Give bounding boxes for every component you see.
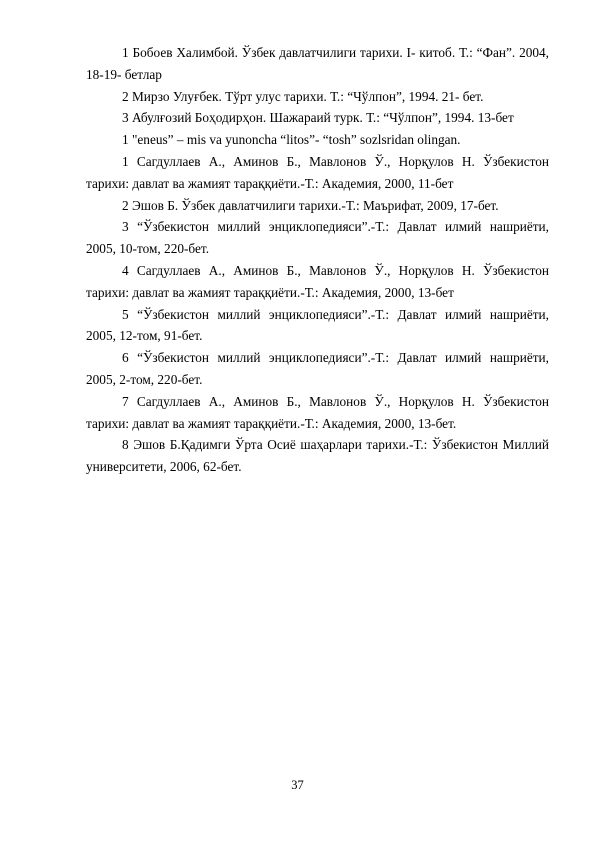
footnote-item: 4 Сагдуллаев А., Аминов Б., Мавлонов Ў., Норқулов Н. Ўзбекистон тарихи: давлат ва жамият тараққиёти.-Т.: Академия, 2000, 13-бет	[86, 262, 549, 300]
footnote-item: 2 Эшов Б. Ўзбек давлатчилиги тарихи.-Т.: Маърифат, 2009, 17-бет.	[122, 197, 499, 213]
page-number: 37	[291, 778, 304, 792]
footnote-list	[86, 42, 549, 478]
footnote-item: 1 Сагдуллаев А., Аминов Б., Мавлонов Ў., Норқулов Н. Ўзбекистон тарихи: давлат ва жамият тараққиёти.-Т.: Академия, 2000, 11-бет	[86, 153, 549, 191]
footnote-item: 6 “Ўзбекистон миллий энциклопедияси”.-Т.: Давлат илмий нашриёти, 2005, 2-том, 220-бет.	[86, 350, 549, 387]
footnote-item: 7 Сагдуллаев А., Аминов Б., Мавлонов Ў., Норқулов Н. Ўзбекистон тарихи: давлат ва жамият тараққиёти.-Т.: Академия, 2000, 13-бет.	[86, 393, 549, 431]
footnote-item: 1 Бобоев Халимбой. Ўзбек давлатчилиги тарихи. I- китоб. Т.: “Фан”. 2004, 18-19- бетлар	[86, 45, 549, 82]
footnote-item: 8 Эшов Б.Қадимги Ўрта Осиё шаҳарлари тарихи.-Т.: Ўзбекистон Миллий университети, 2006, 62-бет.	[86, 437, 549, 475]
footnote-item: 2 Мирзо Улуғбек. Тўрт улус тарихи. Т.: “Чўлпон”, 1994. 21- бет.	[122, 88, 484, 104]
footnote-item: 3 Абулғозий Боҳодирҳон. Шажараий турк. Т.: “Чўлпон”, 1994. 13-бет	[122, 110, 514, 126]
footnote-item: 3 “Ўзбекистон миллий энциклопедияси”.-Т.: Давлат илмий нашриёти, 2005, 10-том, 220-бет.	[86, 219, 549, 257]
footnote-item: 5 “Ўзбекистон миллий энциклопедияси”.-Т.: Давлат илмий нашриёти, 2005, 12-том, 91-бет.	[86, 306, 549, 344]
footnote-item: 1 "eneus” – mis va yunoncha “litos”- “tosh” sozlsridan olingan.	[122, 132, 461, 148]
